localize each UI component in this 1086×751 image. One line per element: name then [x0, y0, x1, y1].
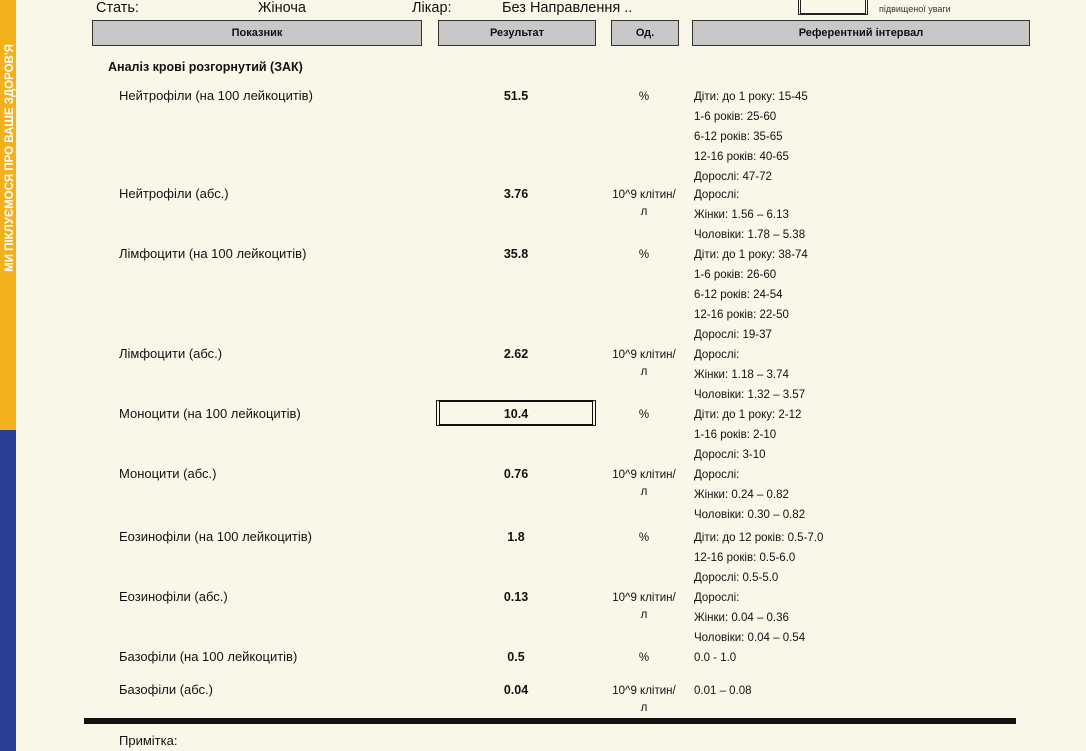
unit-value: %	[638, 409, 650, 421]
indicator-name: Нейтрофіли (абс.)	[119, 186, 229, 201]
reference-line: 12-16 років: 22-50	[694, 309, 789, 321]
section-title: Аналіз крові розгорнутий (ЗАК)	[108, 60, 303, 74]
unit-value: 10^9 клітин/л	[612, 592, 676, 621]
brand-sidebar	[0, 0, 16, 751]
reference-line: 6-12 років: 35-65	[694, 131, 783, 143]
reference-line: 12-16 років: 40-65	[694, 151, 789, 163]
header-reference: Референтний інтервал	[692, 20, 1030, 46]
result-value: 2.62	[503, 347, 529, 361]
result-value: 1.8	[507, 530, 525, 544]
result-value: 0.13	[503, 590, 529, 604]
unit-value: %	[638, 532, 650, 544]
reference-line: Чоловіки: 1.78 – 5.38	[694, 229, 806, 241]
indicator-name: Нейтрофіли (на 100 лейкоцитів)	[119, 88, 313, 103]
reference-line: Діти: до 1 року: 15-45	[694, 91, 808, 103]
abnormal-highlight-box	[436, 400, 596, 426]
reference-line: Жінки: 0.04 – 0.36	[694, 612, 789, 624]
header-indicator: Показник	[92, 20, 422, 46]
indicator-name: Базофіли (на 100 лейкоцитів)	[119, 649, 298, 664]
result-value: 3.76	[503, 187, 529, 201]
header-result: Результат	[438, 20, 596, 46]
sidebar-blue-band	[0, 430, 16, 751]
reference-interval	[694, 87, 808, 187]
reference-line: Діти: до 1 року: 38-74	[694, 249, 808, 261]
doctor-value: Без Направлення ..	[502, 0, 633, 16]
doctor-label: Лікар:	[412, 0, 452, 16]
unit-value: 10^9 клітин/л	[612, 685, 676, 714]
reference-line: Дорослі: 0.5-5.0	[694, 572, 779, 584]
sex-value: Жіноча	[258, 0, 306, 16]
unit-value: 10^9 клітин/л	[612, 349, 676, 378]
reference-interval	[694, 345, 805, 405]
note-label: Примітка:	[119, 733, 178, 748]
reference-line: Діти: до 12 років: 0.5-7.0	[694, 532, 824, 544]
reference-line: 6-12 років: 24-54	[694, 289, 783, 301]
indicator-name: Еозинофіли (на 100 лейкоцитів)	[119, 529, 313, 544]
reference-line: 0.01 – 0.08	[694, 685, 752, 697]
reference-interval	[694, 681, 752, 701]
indicator-name: Моноцити (абс.)	[119, 466, 217, 481]
reference-line: 0.0 - 1.0	[694, 652, 737, 664]
reference-interval	[694, 405, 801, 465]
reference-interval	[694, 528, 823, 588]
reference-line: Дорослі: 19-37	[694, 329, 772, 341]
reference-line: Чоловіки: 0.04 – 0.54	[694, 632, 806, 644]
result-value: 0.5	[507, 650, 525, 664]
reference-line: Дорослі: 3-10	[694, 449, 766, 461]
footer-divider	[84, 718, 1016, 724]
reference-line: Дорослі:	[694, 349, 740, 361]
indicator-name: Еозинофіли (абс.)	[119, 589, 228, 604]
result-value: 51.5	[503, 89, 529, 103]
reference-line: Дорослі:	[694, 189, 740, 201]
reference-line: Жінки: 1.56 – 6.13	[694, 209, 789, 221]
reference-interval	[694, 465, 805, 525]
result-value: 0.04	[503, 683, 529, 697]
reference-line: 1-6 років: 25-60	[694, 111, 777, 123]
brand-slogan: МИ ПІКЛУЄМОСЯ ПРО ВАШЕ ЗДОРОВ'Я	[4, 44, 16, 272]
reference-line: Жінки: 1.18 – 3.74	[694, 369, 789, 381]
sex-label: Стать:	[96, 0, 139, 16]
reference-line: 12-16 років: 0.5-6.0	[694, 552, 796, 564]
indicator-name: Лімфоцити (абс.)	[119, 346, 223, 361]
highlight-legend-box	[798, 0, 868, 15]
header-unit: Од.	[611, 20, 679, 46]
reference-line: Чоловіки: 0.30 – 0.82	[694, 509, 806, 521]
unit-value: 10^9 клітин/л	[612, 469, 676, 498]
reference-line: Жінки: 0.24 – 0.82	[694, 489, 789, 501]
indicator-name: Базофіли (абс.)	[119, 682, 214, 697]
reference-line: Дорослі: 47-72	[694, 171, 772, 183]
unit-value: 10^9 клітин/л	[612, 189, 676, 218]
unit-value: %	[638, 652, 650, 664]
unit-value: %	[638, 91, 650, 103]
reference-line: Чоловіки: 1.32 – 3.57	[694, 389, 806, 401]
unit-value: %	[638, 249, 650, 261]
result-value: 0.76	[503, 467, 529, 481]
reference-line: Дорослі:	[694, 592, 740, 604]
reference-line: Діти: до 1 року: 2-12	[694, 409, 802, 421]
highlight-legend-text: підвищеної уваги	[879, 4, 951, 14]
indicator-name: Моноцити (на 100 лейкоцитів)	[119, 406, 301, 421]
reference-line: Дорослі:	[694, 469, 740, 481]
reference-line: 1-16 років: 2-10	[694, 429, 777, 441]
reference-line: 1-6 років: 26-60	[694, 269, 777, 281]
indicator-name: Лімфоцити (на 100 лейкоцитів)	[119, 246, 307, 261]
result-value: 35.8	[503, 247, 529, 261]
reference-interval	[694, 648, 736, 668]
reference-interval	[694, 588, 805, 648]
reference-interval	[694, 245, 808, 345]
result-value: 10.4	[503, 407, 529, 421]
reference-interval	[694, 185, 805, 245]
